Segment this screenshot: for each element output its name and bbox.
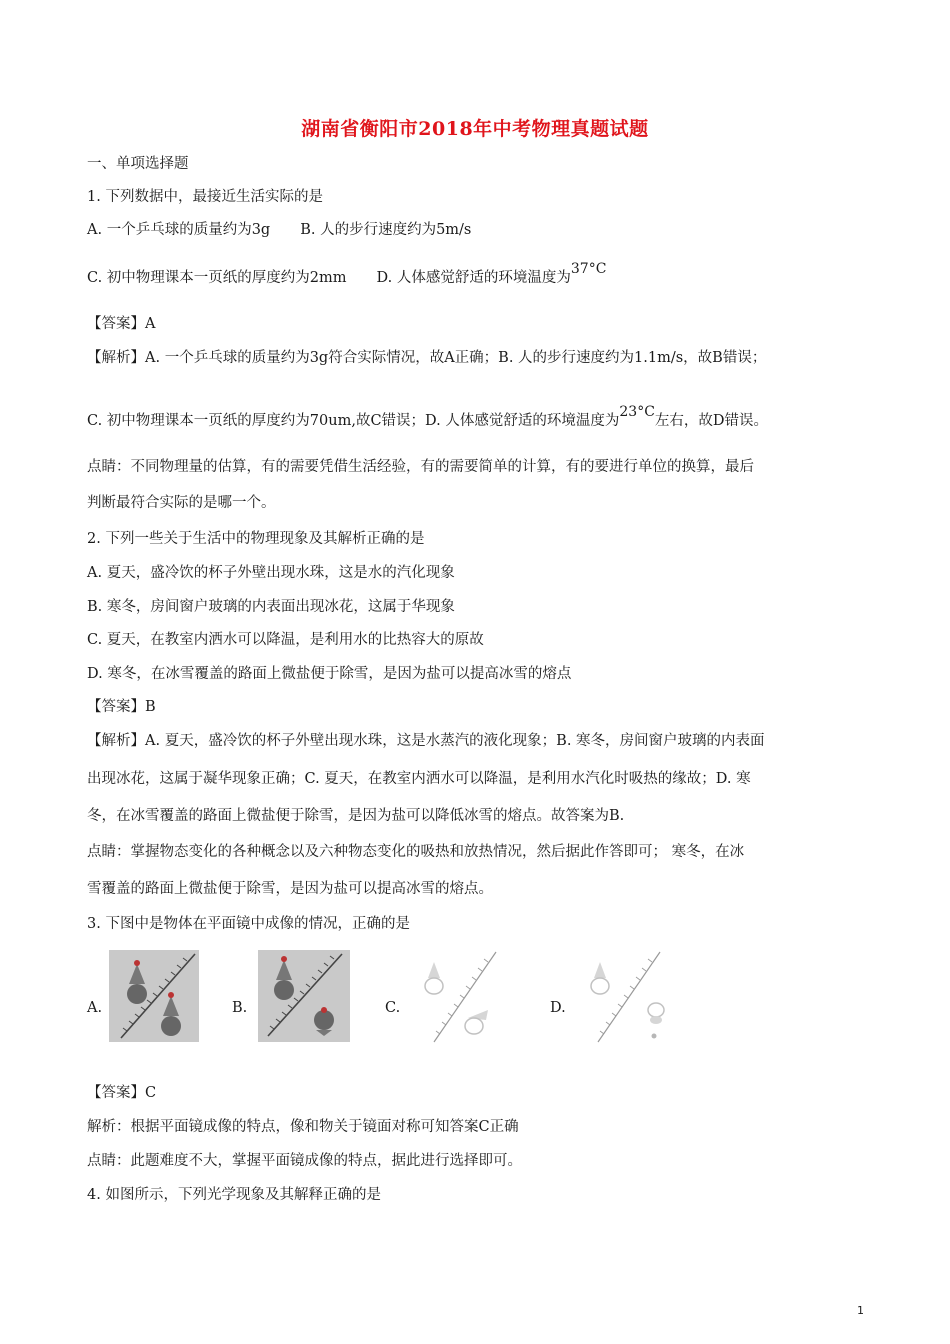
- q1-analysis-line-1: 【解析】A. 一个乒乓球的质量约为3g符合实际情况，故A正确；B. 人的步行速度约为1.1m/s，故B错误；: [87, 350, 767, 366]
- page-number: 1: [857, 1304, 864, 1317]
- q3-figure-a: [109, 950, 199, 1042]
- q1-option-c: C. 初中物理课本一页纸的厚度约为2mm: [87, 270, 347, 286]
- q1-option-d: D. 人体感觉舒适的环境温度为: [376, 270, 571, 286]
- q1-option-b: B. 人的步行速度约为5m/s: [300, 222, 472, 238]
- q2-option-c: C. 夏天，在教室内洒水可以降温，是利用水的比热容大的原故: [87, 632, 484, 648]
- page-title: 湖南省衡阳市2018年中考物理真题试题: [301, 118, 649, 140]
- q2-stem: 2. 下列一些关于生活中的物理现象及其解析正确的是: [87, 531, 425, 547]
- q2-option-b: B. 寒冬，房间窗户玻璃的内表面出现冰花，这属于华现象: [87, 599, 455, 615]
- q3-comment: 点睛：此题难度不大，掌握平面镜成像的特点，据此进行选择即可。: [87, 1153, 522, 1169]
- q1-option-a: A. 一个乒乓球的质量约为3g: [87, 222, 271, 238]
- q1-option-d-temperature: 37°C: [570, 261, 607, 277]
- q1-analysis-line-2: C. 初中物理课本一页纸的厚度约为70um,故C错误；D. 人体感觉舒适的环境温度为23°C左右，故D错误。: [87, 404, 769, 429]
- q1-options-cd: [87, 261, 607, 286]
- q3-label-b: B.: [232, 1000, 248, 1016]
- q2-comment-line-1: 点睛：掌握物态变化的各种概念以及六种物态变化的吸热和放热情况，然后据此作答即可； 寒冬，在冰: [87, 844, 745, 860]
- q3-answer: 【答案】C: [87, 1085, 157, 1101]
- q3-stem: 3. 下图中是物体在平面镜中成像的情况，正确的是: [87, 916, 410, 932]
- q2-answer: 【答案】B: [87, 699, 156, 715]
- q1-comment-line-1: 点睛：不同物理量的估算，有的需要凭借生活经验，有的需要简单的计算，有的要进行单位的换算，最后: [87, 459, 754, 475]
- section-heading: 一、单项选择题: [87, 156, 189, 172]
- q3-analysis: 解析：根据平面镜成像的特点，像和物关于镜面对称可知答案C正确: [87, 1119, 519, 1135]
- q1-answer: 【答案】A: [87, 316, 156, 332]
- q1-options-ab: [87, 223, 471, 238]
- q3-figure-d: [580, 950, 670, 1046]
- q1-stem: 1. 下列数据中，最接近生活实际的是: [87, 189, 323, 205]
- q1-analysis-temperature: 23°C: [619, 404, 655, 420]
- q2-option-a: A. 夏天，盛冷饮的杯子外壁出现水珠，这是水的汽化现象: [87, 565, 455, 581]
- q4-stem: 4. 如图所示，下列光学现象及其解释正确的是: [87, 1187, 381, 1203]
- q1-comment-line-2: 判断最符合实际的是哪一个。: [87, 495, 276, 511]
- q3-label-d: D.: [550, 1000, 566, 1016]
- q3-figure-c: [412, 950, 502, 1046]
- q2-comment-line-2: 雪覆盖的路面上微盐便于除雪，是因为盐可以提高冰雪的熔点。: [87, 881, 493, 897]
- q2-analysis-line-2: 出现冰花，这属于凝华现象正确；C. 夏天，在教室内洒水可以降温，是利用水汽化时吸热的缘故；D. 寒: [87, 771, 751, 787]
- q2-analysis-line-3: 冬，在冰雪覆盖的路面上微盐便于除雪，是因为盐可以降低冰雪的熔点。故答案为B.: [87, 808, 625, 824]
- q3-figure-b: [258, 950, 350, 1042]
- q2-option-d: D. 寒冬，在冰雪覆盖的路面上微盐便于除雪，是因为盐可以提高冰雪的熔点: [87, 666, 572, 682]
- q2-analysis-line-1: 【解析】A. 夏天，盛冷饮的杯子外壁出现水珠，这是水蒸汽的液化现象；B. 寒冬，房间窗户玻璃的内表面: [87, 733, 765, 749]
- q3-label-c: C.: [385, 1000, 401, 1016]
- q3-label-a: A.: [87, 1000, 103, 1016]
